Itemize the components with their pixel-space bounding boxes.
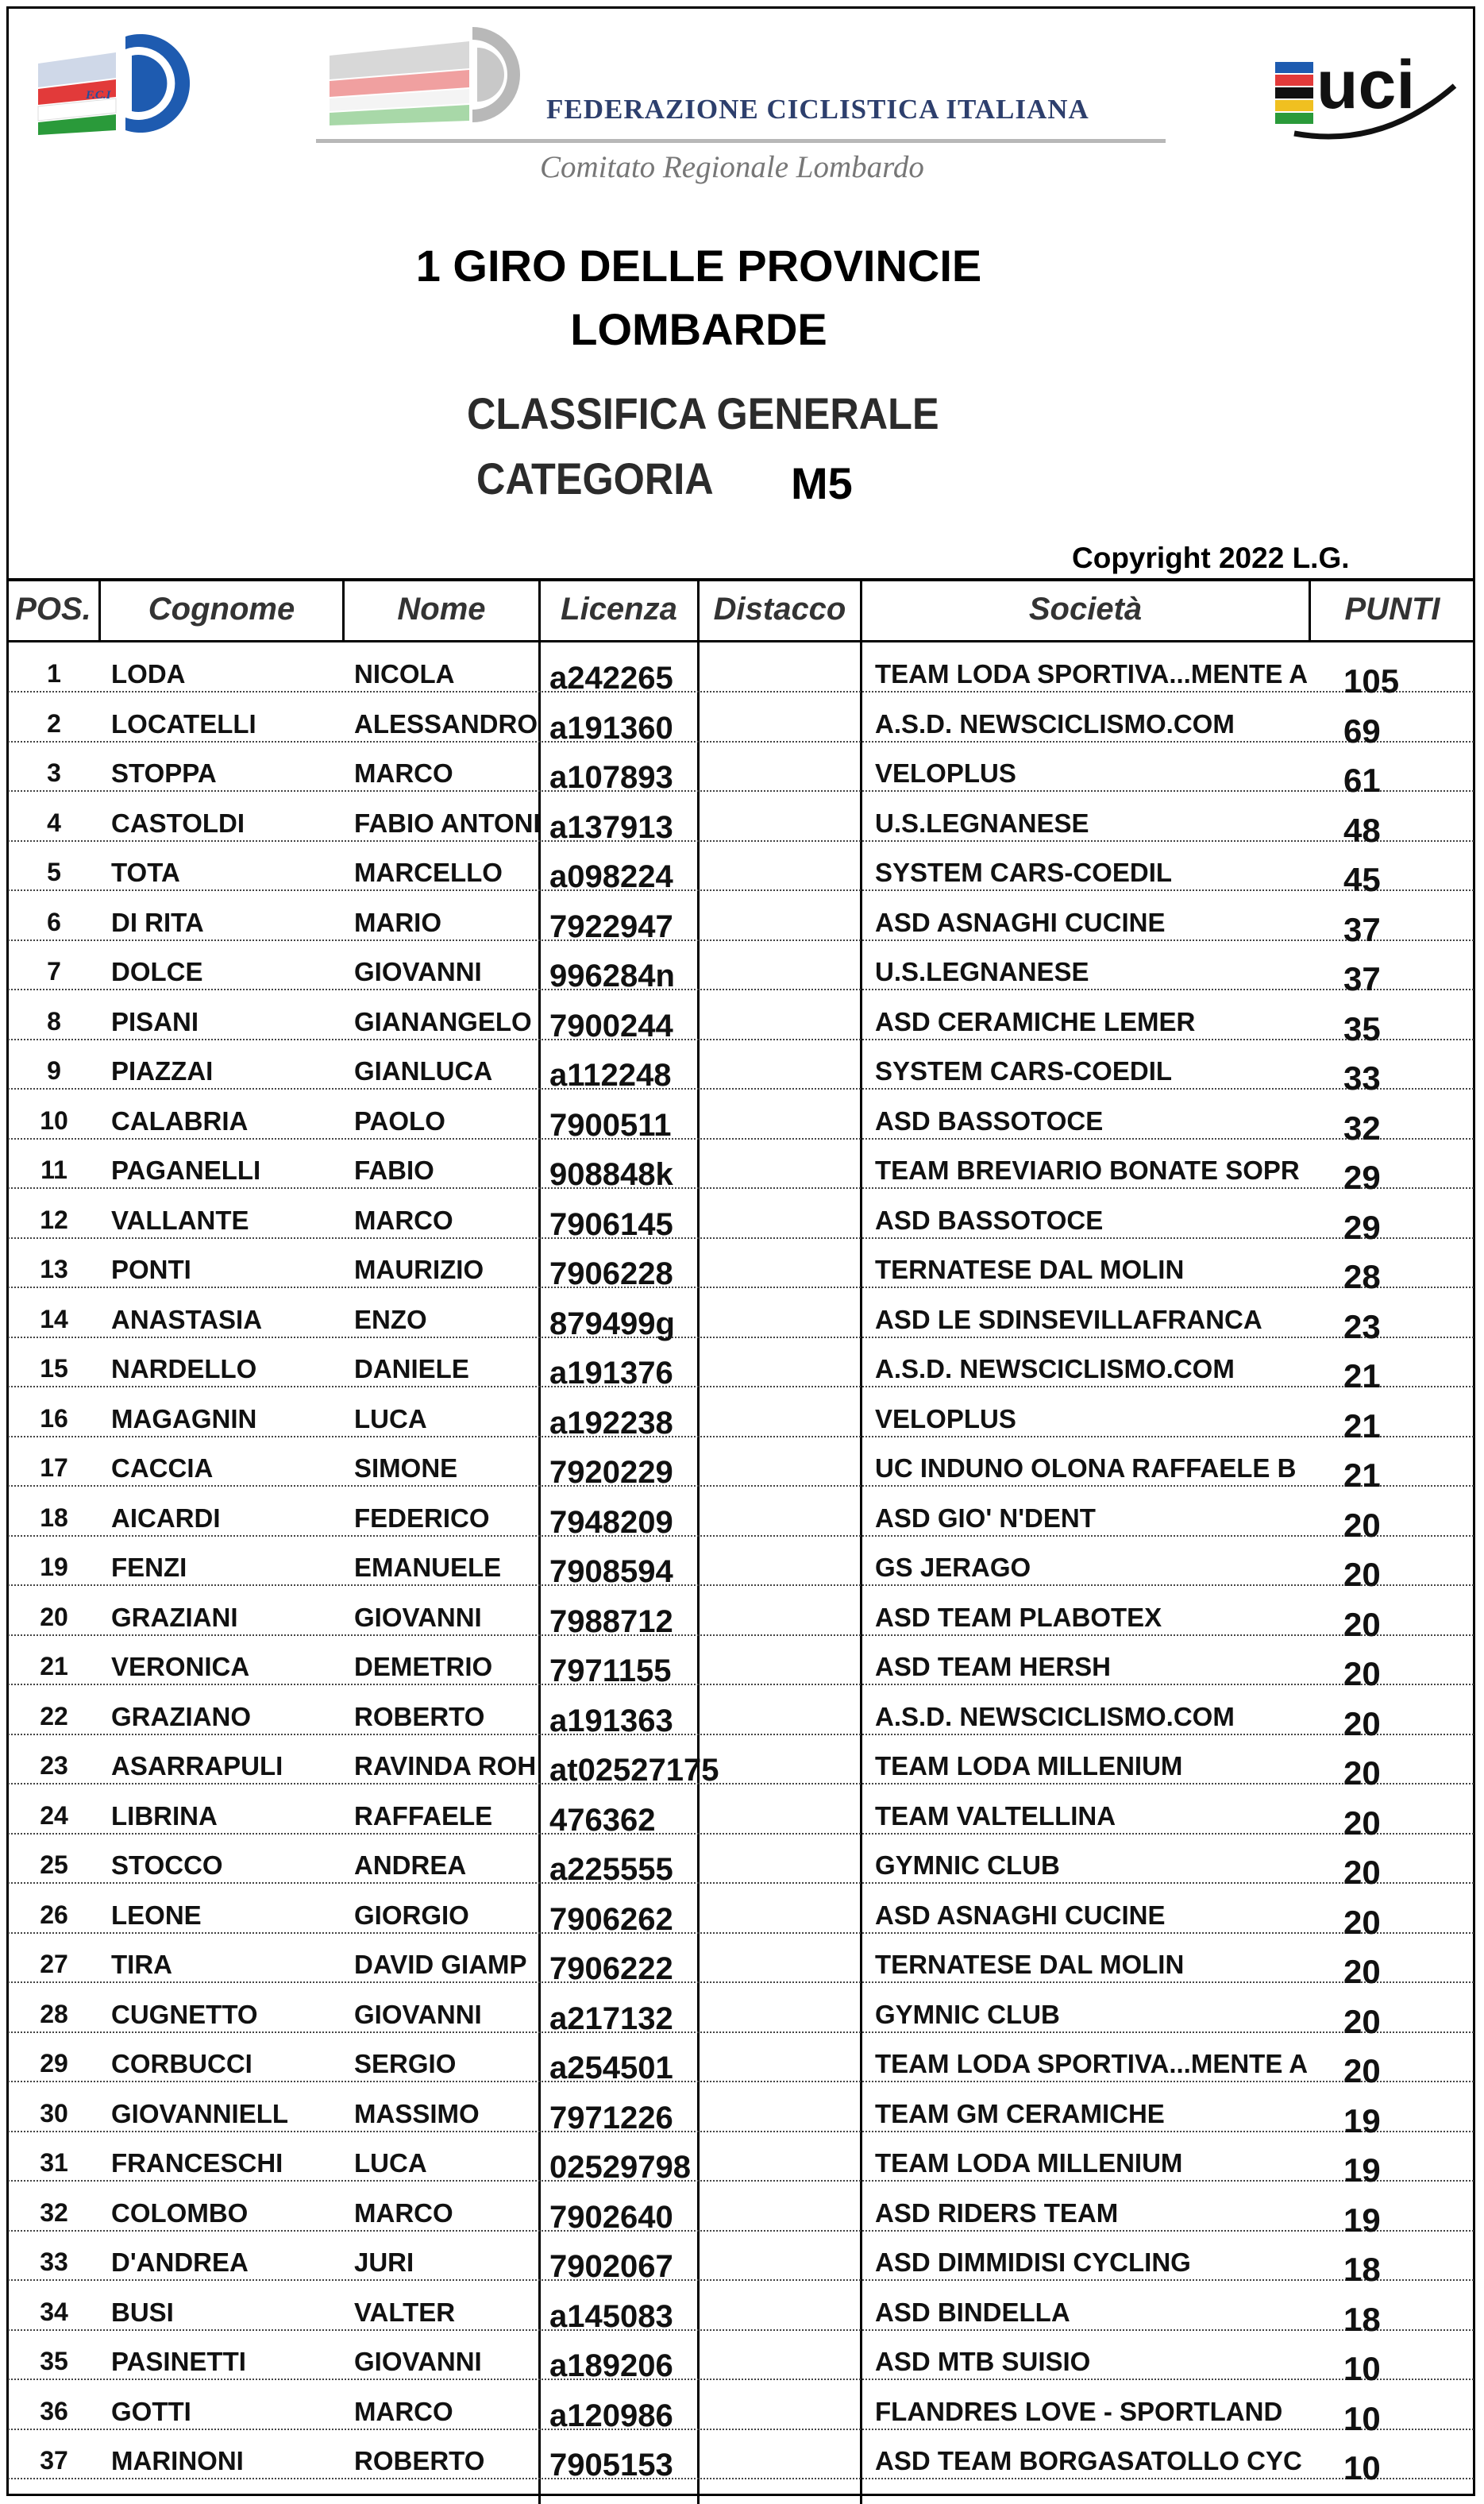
table-row xyxy=(8,1437,1474,1494)
cell-pos: 3 xyxy=(47,758,61,787)
cell-pos: 9 xyxy=(47,1056,61,1085)
cell-nome: JURI xyxy=(354,2247,414,2277)
cell-punti: 10 xyxy=(1343,2449,1381,2487)
cell-punti: 33 xyxy=(1343,1059,1381,1097)
cell-cognome: GIOVANNIELL xyxy=(111,2098,289,2128)
cell-punti: 18 xyxy=(1343,2251,1381,2288)
cell-licenza: a145083 xyxy=(549,2298,673,2334)
event-title-line1: 1 GIRO DELLE PROVINCIE xyxy=(415,241,982,291)
cell-licenza: a192238 xyxy=(549,1405,673,1441)
cell-pos: 25 xyxy=(40,1850,68,1879)
cell-nome: GIANANGELO xyxy=(354,1006,532,1036)
table-row xyxy=(8,1785,1474,1842)
cell-nome: VALTER xyxy=(354,2297,456,2327)
cell-punti: 21 xyxy=(1343,1456,1381,1494)
cell-societa: ASD BASSOTOCE xyxy=(875,1205,1104,1235)
cell-societa: TEAM GM CERAMICHE xyxy=(875,2098,1165,2128)
uci-logo-text: uci xyxy=(1316,47,1416,123)
cell-societa: TERNATESE DAL MOLIN xyxy=(875,1255,1185,1284)
cell-nome: RAVINDA ROH xyxy=(354,1751,537,1781)
table-row xyxy=(8,1140,1474,1196)
cell-punti: 19 xyxy=(1343,2151,1381,2189)
cell-pos: 16 xyxy=(40,1403,68,1433)
cell-cognome: CUGNETTO xyxy=(111,1999,258,2029)
cell-pos: 14 xyxy=(40,1304,68,1333)
cell-pos: 24 xyxy=(40,1800,68,1830)
cell-punti: 37 xyxy=(1343,960,1381,997)
cell-licenza: 7971226 xyxy=(549,2100,673,2136)
cell-licenza: 996284n xyxy=(549,959,675,993)
cell-cognome: LIBRINA xyxy=(111,1800,218,1831)
cell-pos: 35 xyxy=(40,2347,68,2375)
cell-punti: 20 xyxy=(1343,1754,1381,1792)
classification-title: CLASSIFICA GENERALE xyxy=(467,388,939,438)
cell-licenza: 7900511 xyxy=(549,1107,672,1143)
cell-licenza: 7906262 xyxy=(549,1901,673,1937)
cell-punti: 20 xyxy=(1343,1704,1381,1742)
cell-nome: GIOVANNI xyxy=(354,2347,482,2376)
table-row xyxy=(8,1735,1474,1792)
cell-punti: 20 xyxy=(1343,1655,1381,1692)
cell-punti: 20 xyxy=(1343,1804,1381,1842)
cell-societa: GYMNIC CLUB xyxy=(875,1999,1060,2029)
cell-societa: GS JERAGO xyxy=(875,1553,1031,1582)
header-societa: Società xyxy=(1028,592,1143,627)
cell-punti: 10 xyxy=(1343,2399,1381,2437)
table-row xyxy=(8,1835,1474,1891)
table-header-border xyxy=(6,640,1475,642)
cell-licenza: a191360 xyxy=(549,710,673,746)
copyright-notice: Copyright 2022 L.G. xyxy=(1072,542,1350,574)
cell-licenza: a217132 xyxy=(549,2000,673,2036)
cell-societa: ASD DIMMIDISI CYCLING xyxy=(875,2247,1191,2277)
cell-nome: SERGIO xyxy=(354,2049,457,2078)
cell-societa: ASD GIO' N'DENT xyxy=(875,1503,1096,1533)
cell-pos: 6 xyxy=(47,907,61,936)
category-value: M5 xyxy=(791,458,853,508)
cell-punti: 28 xyxy=(1343,1258,1381,1295)
table-row xyxy=(8,1636,1474,1692)
table-row xyxy=(8,2232,1474,2288)
cell-nome: DAVID GIAMP xyxy=(354,1950,527,1979)
cell-pos: 36 xyxy=(40,2396,68,2425)
cell-nome: MARCO xyxy=(354,1205,453,1235)
table-row xyxy=(8,1090,1474,1147)
cell-pos: 5 xyxy=(47,858,61,886)
cell-licenza: 7906222 xyxy=(549,1951,673,1986)
cell-cognome: PIAZZAI xyxy=(111,1056,214,1086)
cell-licenza: 02529798 xyxy=(549,2150,691,2185)
cell-pos: 28 xyxy=(40,1999,68,2028)
table-row xyxy=(8,1587,1474,1643)
cell-societa: ASD RIDERS TEAM xyxy=(875,2197,1119,2228)
cell-nome: MASSIMO xyxy=(354,2098,480,2128)
cell-pos: 8 xyxy=(47,1006,61,1036)
cell-nome: MARCELLO xyxy=(354,858,503,887)
cell-licenza: at02527175 xyxy=(549,1753,719,1788)
cell-licenza: 7902640 xyxy=(549,2199,673,2235)
table-row xyxy=(8,2182,1474,2239)
cell-pos: 27 xyxy=(40,1950,68,1978)
table-row xyxy=(8,693,1474,750)
cell-pos: 10 xyxy=(40,1105,68,1135)
cell-punti: 19 xyxy=(1343,2101,1381,2139)
cell-cognome: FENZI xyxy=(111,1553,187,1582)
cell-pos: 12 xyxy=(40,1205,68,1234)
cell-societa: TEAM VALTELLINA xyxy=(875,1800,1116,1831)
cell-punti: 10 xyxy=(1343,2350,1381,2387)
cell-punti: 48 xyxy=(1343,811,1381,849)
cell-cognome: PISANI xyxy=(111,1006,199,1036)
cell-societa: TEAM LODA SPORTIVA...MENTE A xyxy=(875,659,1309,689)
cell-cognome: AICARDI xyxy=(111,1503,221,1533)
cell-pos: 23 xyxy=(40,1751,68,1780)
cell-punti: 20 xyxy=(1343,1903,1381,1941)
table-row xyxy=(8,2083,1474,2139)
cell-nome: LUCA xyxy=(354,1403,427,1433)
header-punti: PUNTI xyxy=(1344,592,1440,627)
cell-societa: ASD BINDELLA xyxy=(875,2297,1070,2327)
cell-licenza: 7988712 xyxy=(549,1603,673,1639)
cell-pos: 26 xyxy=(40,1900,68,1929)
cell-pos: 20 xyxy=(40,1602,68,1631)
cell-pos: 19 xyxy=(40,1553,68,1581)
cell-cognome: LEONE xyxy=(111,1900,202,1930)
cell-nome: EMANUELE xyxy=(354,1553,502,1582)
header-cognome: Cognome xyxy=(148,592,295,627)
cell-societa: VELOPLUS xyxy=(875,758,1016,788)
cell-societa: TEAM LODA SPORTIVA...MENTE A xyxy=(875,2049,1309,2078)
cell-pos: 7 xyxy=(47,957,61,986)
cell-cognome: GOTTI xyxy=(111,2396,191,2426)
cell-licenza: a242265 xyxy=(549,661,673,696)
cell-societa: ASD LE SDINSEVILLAFRANCA xyxy=(875,1304,1262,1334)
cell-pos: 37 xyxy=(40,2446,68,2475)
cell-cognome: TIRA xyxy=(111,1950,172,1979)
cell-nome: FEDERICO xyxy=(354,1503,490,1533)
cell-nome: GIANLUCA xyxy=(354,1056,493,1086)
cell-licenza: 7922947 xyxy=(549,909,673,944)
cell-licenza: a254501 xyxy=(549,2051,673,2085)
cell-punti: 105 xyxy=(1343,662,1400,700)
table-row xyxy=(8,1487,1474,1544)
cell-punti: 45 xyxy=(1343,861,1381,898)
cell-punti: 32 xyxy=(1343,1109,1381,1147)
table-row xyxy=(8,991,1474,1048)
cell-societa: ASD CERAMICHE LEMER xyxy=(875,1006,1196,1036)
cell-punti: 37 xyxy=(1343,910,1381,948)
cell-punti: 61 xyxy=(1343,762,1381,799)
table-row xyxy=(8,743,1474,799)
cell-licenza: 476362 xyxy=(549,1802,656,1838)
federation-name: FEDERAZIONE CICLISTICA ITALIANA xyxy=(546,94,1089,125)
uci-logo xyxy=(1270,30,1469,141)
cell-nome: MARCO xyxy=(354,2396,453,2426)
cell-cognome: TOTA xyxy=(111,858,180,887)
table-row xyxy=(8,1040,1474,1097)
cell-nome: MARCO xyxy=(354,2197,453,2228)
cell-societa: SYSTEM CARS-COEDIL xyxy=(875,858,1173,887)
category-label: CATEGORIA xyxy=(476,453,714,504)
cell-pos: 1 xyxy=(47,659,61,688)
table-row xyxy=(8,2132,1474,2189)
cell-nome: PAOLO xyxy=(354,1105,445,1136)
cell-cognome: FRANCESCHI xyxy=(111,2148,283,2178)
table-row xyxy=(8,1537,1474,1593)
cell-societa: A.S.D. NEWSCICLISMO.COM xyxy=(875,1701,1235,1731)
cell-licenza: a225555 xyxy=(549,1852,673,1887)
cell-licenza: a191363 xyxy=(549,1703,673,1738)
cell-cognome: MAGAGNIN xyxy=(111,1403,257,1433)
cell-cognome: PASINETTI xyxy=(111,2347,246,2376)
table-row xyxy=(8,2033,1474,2089)
cell-licenza: a189206 xyxy=(549,2348,673,2383)
cell-pos: 18 xyxy=(40,1503,68,1532)
header-divider xyxy=(316,139,1166,143)
cell-licenza: a112248 xyxy=(549,1058,672,1093)
cell-societa: TEAM LODA MILLENIUM xyxy=(875,1751,1183,1781)
cell-cognome: PONTI xyxy=(111,1255,191,1284)
cell-societa: ASD ASNAGHI CUCINE xyxy=(875,907,1166,937)
cell-punti: 69 xyxy=(1343,712,1381,750)
cell-punti: 20 xyxy=(1343,1506,1381,1544)
cell-nome: GIORGIO xyxy=(354,1900,469,1930)
cell-pos: 15 xyxy=(40,1354,68,1383)
cell-cognome: DI RITA xyxy=(111,907,204,937)
cell-cognome: MARINONI xyxy=(111,2446,244,2475)
table-row xyxy=(8,1984,1474,2040)
cell-pos: 22 xyxy=(40,1701,68,1730)
table-row xyxy=(8,2381,1474,2437)
cell-pos: 33 xyxy=(40,2247,68,2276)
cell-societa: TERNATESE DAL MOLIN xyxy=(875,1950,1185,1979)
cell-societa: ASD ASNAGHI CUCINE xyxy=(875,1900,1166,1930)
cell-cognome: ASARRAPULI xyxy=(111,1751,283,1781)
cell-societa: ASD BASSOTOCE xyxy=(875,1105,1104,1136)
cell-cognome: VERONICA xyxy=(111,1652,250,1681)
cell-pos: 21 xyxy=(40,1652,68,1680)
cell-societa: ASD TEAM HERSH xyxy=(875,1652,1112,1681)
cell-licenza: a137913 xyxy=(549,809,673,845)
federation-logo xyxy=(314,24,552,127)
cell-punti: 23 xyxy=(1343,1307,1381,1345)
cell-nome: GIOVANNI xyxy=(354,1999,482,2029)
cell-punti: 29 xyxy=(1343,1208,1381,1246)
cell-societa: ASD TEAM BORGASATOLLO CYC xyxy=(875,2446,1302,2475)
cell-nome: GIOVANNI xyxy=(354,957,482,986)
table-row xyxy=(8,1934,1474,1990)
cell-licenza: 7900244 xyxy=(549,1008,673,1044)
table-row xyxy=(8,2282,1474,2338)
table-row xyxy=(8,1388,1474,1445)
cell-cognome: PAGANELLI xyxy=(111,1156,261,1185)
header-distacco: Distacco xyxy=(713,592,846,627)
cell-licenza: a107893 xyxy=(549,760,673,795)
cell-pos: 4 xyxy=(47,808,61,837)
cell-punti: 21 xyxy=(1343,1357,1381,1395)
cell-punti: 20 xyxy=(1343,1854,1381,1891)
cell-licenza: 7920229 xyxy=(549,1455,673,1490)
cell-nome: DANIELE xyxy=(354,1354,469,1383)
cell-punti: 20 xyxy=(1343,1556,1381,1593)
cell-nome: MAURIZIO xyxy=(354,1255,484,1284)
cell-societa: TEAM LODA MILLENIUM xyxy=(875,2148,1183,2178)
cell-cognome: COLOMBO xyxy=(111,2197,249,2228)
table-row xyxy=(8,643,1474,700)
cell-licenza: a191376 xyxy=(549,1356,673,1391)
cell-cognome: BUSI xyxy=(111,2297,174,2327)
cell-punti: 20 xyxy=(1343,1953,1381,1990)
cell-punti: 29 xyxy=(1343,1159,1381,1196)
cell-societa: VELOPLUS xyxy=(875,1403,1016,1433)
cell-nome: GIOVANNI xyxy=(354,1602,482,1632)
cell-nome: LUCA xyxy=(354,2148,427,2178)
cell-cognome: ANASTASIA xyxy=(111,1304,263,1334)
cell-nome: ENZO xyxy=(354,1304,427,1334)
cell-licenza: 7971155 xyxy=(549,1653,672,1688)
cell-nome: ROBERTO xyxy=(354,1701,485,1731)
cell-pos: 34 xyxy=(40,2297,68,2326)
cell-pos: 11 xyxy=(40,1156,67,1184)
cell-cognome: STOPPA xyxy=(111,758,217,788)
table-row xyxy=(8,1338,1474,1395)
cell-pos: 30 xyxy=(40,2098,68,2128)
table-row xyxy=(8,842,1474,898)
fci-logo xyxy=(30,32,210,135)
cell-nome: DEMETRIO xyxy=(354,1652,493,1681)
cell-pos: 31 xyxy=(40,2148,68,2177)
cell-societa: A.S.D. NEWSCICLISMO.COM xyxy=(875,1354,1235,1383)
cell-licenza: 7906145 xyxy=(549,1206,673,1242)
event-title-line2: LOMBARDE xyxy=(570,304,827,354)
cell-nome: FABIO ANTONI xyxy=(354,808,541,838)
cell-cognome: DOLCE xyxy=(111,957,203,986)
cell-licenza: a120986 xyxy=(549,2398,673,2433)
cell-cognome: CORBUCCI xyxy=(111,2049,252,2078)
cell-licenza: a098224 xyxy=(549,859,673,894)
cell-cognome: STOCCO xyxy=(111,1850,223,1880)
cell-licenza: 879499g xyxy=(549,1306,675,1341)
cell-punti: 20 xyxy=(1343,2002,1381,2040)
cell-pos: 32 xyxy=(40,2197,68,2227)
cell-cognome: LODA xyxy=(111,659,186,689)
regional-committee: Comitato Regionale Lombardo xyxy=(540,150,924,184)
cell-licenza: 7905153 xyxy=(549,2448,673,2483)
cell-societa: A.S.D. NEWSCICLISMO.COM xyxy=(875,708,1235,739)
cell-nome: SIMONE xyxy=(354,1453,458,1483)
cell-punti: 20 xyxy=(1343,1605,1381,1643)
cell-cognome: LOCATELLI xyxy=(111,708,256,739)
cell-licenza: 7902067 xyxy=(549,2249,673,2284)
cell-cognome: GRAZIANO xyxy=(111,1701,251,1731)
fci-logo-text: F.C.I xyxy=(86,89,111,102)
table-row xyxy=(8,2430,1474,2487)
table-row xyxy=(8,2331,1474,2387)
cell-punti: 35 xyxy=(1343,1009,1381,1048)
cell-nome: ALESSANDRO xyxy=(354,708,538,739)
cell-societa: ASD TEAM PLABOTEX xyxy=(875,1602,1162,1632)
table-row xyxy=(8,1289,1474,1345)
table-row xyxy=(8,793,1474,849)
cell-nome: MARCO xyxy=(354,758,453,788)
cell-cognome: GRAZIANI xyxy=(111,1602,238,1632)
table-row xyxy=(8,941,1474,997)
cell-nome: ROBERTO xyxy=(354,2446,485,2475)
cell-licenza: 7908594 xyxy=(549,1554,673,1589)
cell-societa: GYMNIC CLUB xyxy=(875,1850,1060,1880)
cell-nome: RAFFAELE xyxy=(354,1800,493,1831)
cell-societa: FLANDRES LOVE - SPORTLAND xyxy=(875,2396,1283,2426)
table-row xyxy=(8,1239,1474,1295)
cell-punti: 21 xyxy=(1343,1406,1381,1445)
cell-punti: 18 xyxy=(1343,2300,1381,2338)
cell-societa: TEAM BREVIARIO BONATE SOPR xyxy=(875,1156,1300,1185)
cell-societa: U.S.LEGNANESE xyxy=(875,957,1089,986)
cell-societa: U.S.LEGNANESE xyxy=(875,808,1089,838)
header-pos: POS. xyxy=(15,592,91,627)
cell-nome: MARIO xyxy=(354,907,441,937)
cell-cognome: NARDELLO xyxy=(111,1354,257,1383)
table-row xyxy=(8,1885,1474,1941)
cell-nome: FABIO xyxy=(354,1156,434,1185)
cell-pos: 13 xyxy=(40,1255,68,1283)
table-top-border xyxy=(6,578,1475,581)
cell-licenza: 7906228 xyxy=(549,1256,673,1291)
header-licenza: Licenza xyxy=(561,592,677,627)
cell-nome: ANDREA xyxy=(354,1850,467,1880)
cell-cognome: CASTOLDI xyxy=(111,808,245,838)
table-row xyxy=(8,892,1474,948)
cell-societa: SYSTEM CARS-COEDIL xyxy=(875,1056,1173,1086)
table-row xyxy=(8,1190,1474,1246)
cell-licenza: 7948209 xyxy=(549,1504,673,1540)
cell-punti: 19 xyxy=(1343,2201,1381,2239)
header-nome: Nome xyxy=(397,592,486,627)
cell-pos: 17 xyxy=(40,1453,68,1482)
cell-pos: 2 xyxy=(47,708,61,738)
cell-pos: 29 xyxy=(40,2049,68,2078)
cell-punti: 20 xyxy=(1343,2052,1381,2089)
cell-societa: UC INDUNO OLONA RAFFAELE B xyxy=(875,1453,1297,1483)
cell-nome: NICOLA xyxy=(354,659,455,689)
cell-cognome: CACCIA xyxy=(111,1453,214,1483)
cell-cognome: CALABRIA xyxy=(111,1105,249,1136)
cell-cognome: VALLANTE xyxy=(111,1205,249,1235)
table-row xyxy=(8,1686,1474,1742)
cell-societa: ASD MTB SUISIO xyxy=(875,2347,1091,2376)
cell-cognome: D'ANDREA xyxy=(111,2247,249,2277)
cell-licenza: 908848k xyxy=(549,1157,673,1192)
